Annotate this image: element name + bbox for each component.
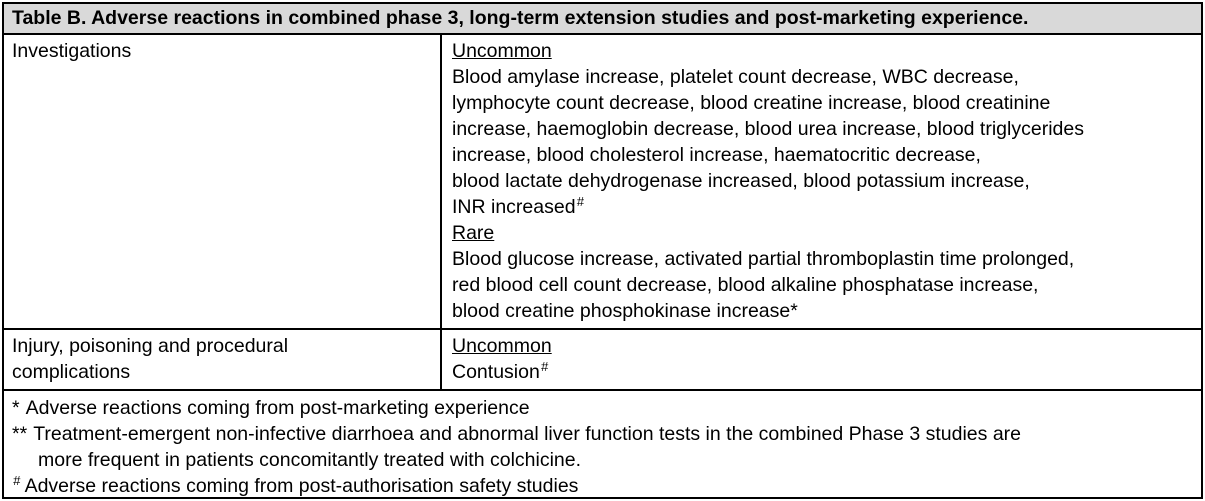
frequency-heading-rare: Rare: [452, 222, 495, 244]
reaction-text-line: red blood cell count decrease, blood alkaline phosphatase increase,: [452, 274, 1039, 296]
category-label-line: Injury, poisoning and procedural: [12, 335, 289, 357]
table-title: Table B. Adverse reactions in combined phase 3, long-term extension studies and post-marketing experience.: [4, 4, 1201, 35]
footnote-mark: #: [13, 473, 21, 488]
reaction-text-line: blood lactate dehydrogenase increased, blood potassium increase,: [452, 170, 1030, 192]
footnote-double-star-continuation: more frequent in patients concomitantly treated with colchicine.: [38, 449, 582, 471]
table-footnotes: [4, 391, 1201, 499]
footnote-mark: *: [12, 397, 20, 419]
category-cell: [4, 330, 442, 389]
table-row-investigations: [4, 35, 1201, 330]
reactions-cell: [442, 330, 1201, 389]
category-label: Investigations: [12, 40, 132, 62]
reaction-text-line: increase, blood cholesterol increase, haematocritic decrease,: [452, 144, 981, 166]
reactions-cell: [442, 35, 1201, 328]
footnote-text: Adverse reactions coming from post-authorisation safety studies: [24, 475, 579, 497]
frequency-heading-uncommon: Uncommon: [452, 40, 552, 62]
reaction-text-line: lymphocyte count decrease, blood creatine increase, blood creatinine: [452, 92, 1051, 114]
frequency-heading-uncommon: Uncommon: [452, 335, 552, 357]
footnote-double-star: [12, 421, 1201, 447]
table-row-injury: [4, 330, 1201, 391]
footnote-text: Treatment-emergent non-infective diarrhoea and abnormal liver function tests in the combined Phase 3 studies are: [33, 423, 1022, 445]
hash-superscript: #: [540, 359, 549, 374]
reaction-text-line-inr: [452, 194, 1201, 220]
category-cell: [4, 35, 442, 328]
footnote-mark: **: [12, 423, 28, 445]
reaction-text-line: increase, haemoglobin decrease, blood urea increase, blood triglycerides: [452, 118, 1084, 140]
footnote-hash: [12, 473, 1201, 499]
reaction-text: Contusion: [452, 361, 540, 383]
hash-superscript: #: [576, 194, 584, 209]
reaction-text-line: blood creatine phosphokinase increase*: [452, 300, 798, 322]
reaction-text-line-contusion: [452, 359, 1201, 385]
footnote-text: Adverse reactions coming from post-marketing experience: [25, 397, 530, 419]
reaction-text-line: Blood amylase increase, platelet count decrease, WBC decrease,: [452, 66, 1019, 88]
reaction-text-line: Blood glucose increase, activated partial thromboplastin time prolonged,: [452, 248, 1075, 270]
category-label-line: complications: [12, 361, 131, 383]
reaction-text: INR increased: [452, 196, 576, 218]
footnote-star: [12, 395, 1201, 421]
adverse-reactions-table: [2, 2, 1203, 499]
